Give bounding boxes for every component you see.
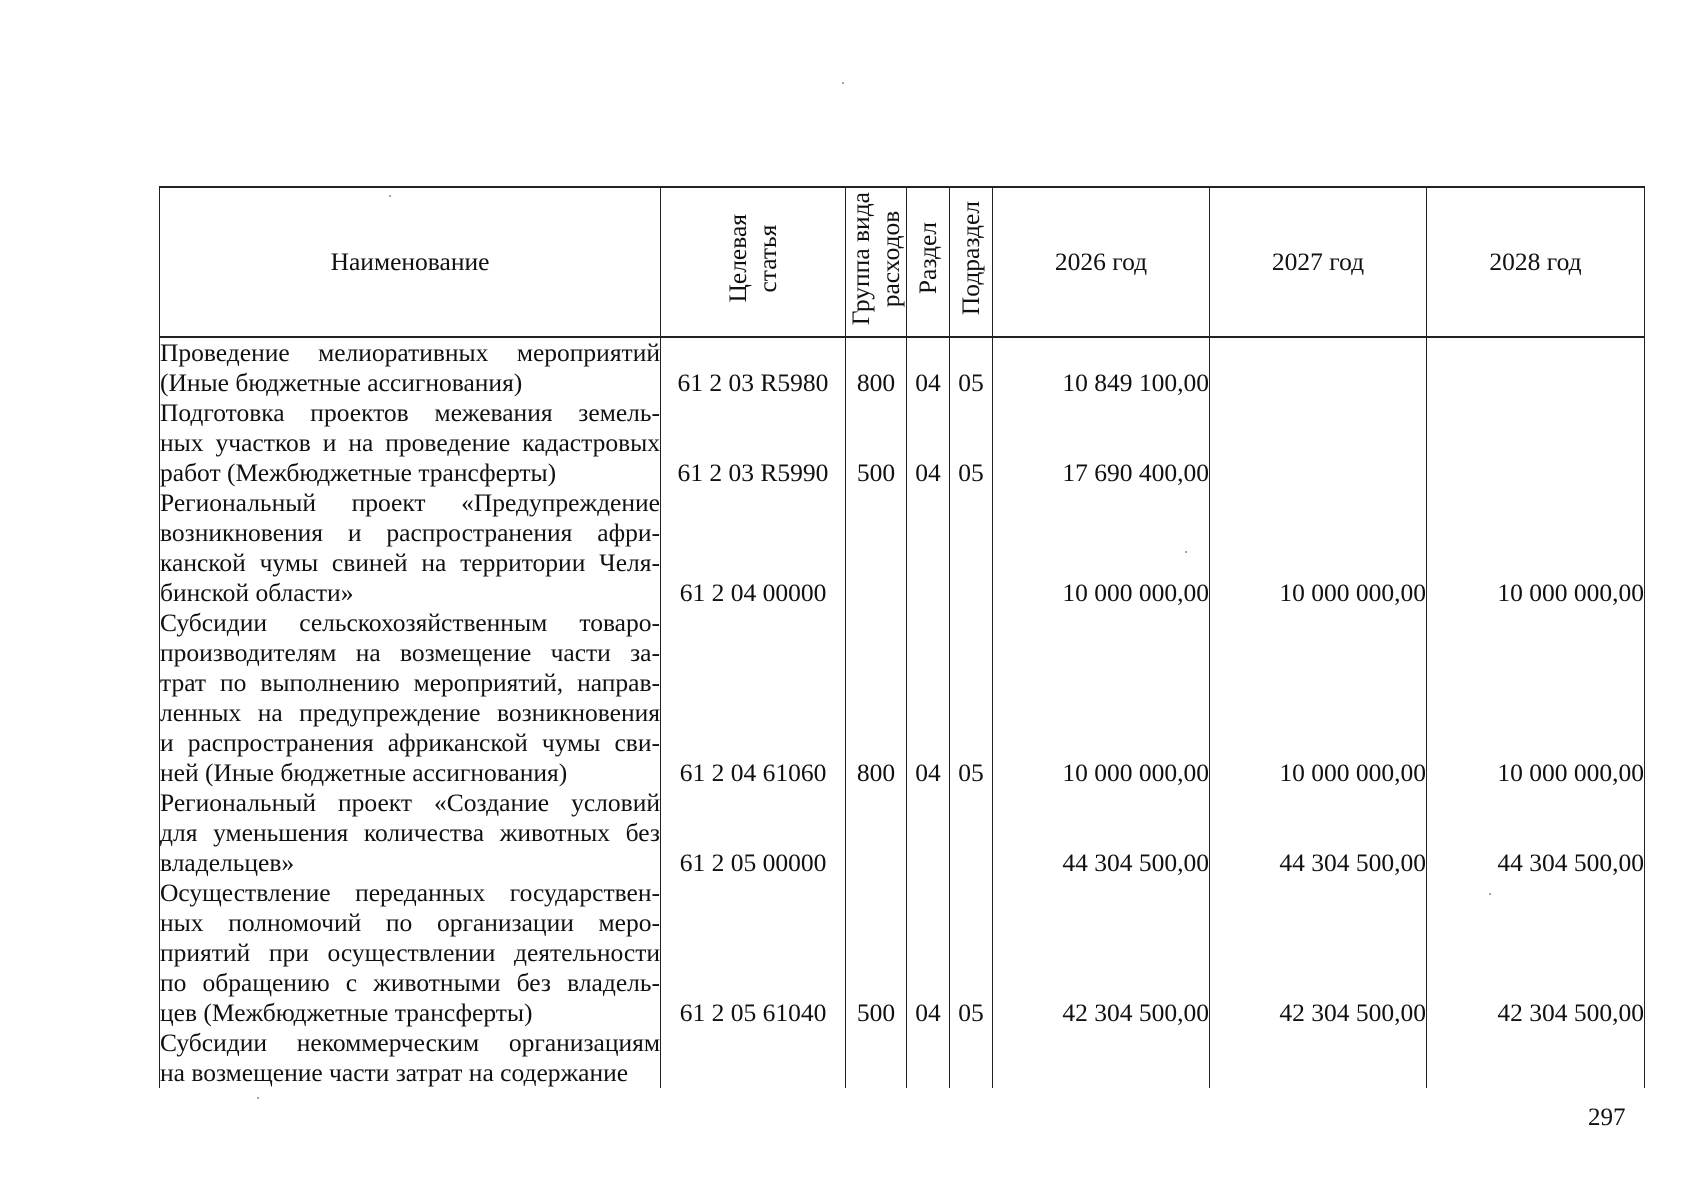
header-section: Раздел bbox=[907, 187, 950, 337]
name-line: Проведение мелиоративных мероприятий bbox=[160, 338, 660, 367]
cell-expense-group: 500 bbox=[846, 878, 907, 1028]
cell-subsection: 05 bbox=[950, 337, 993, 398]
cell-year-2027: 42 304 500,00 bbox=[1210, 878, 1427, 1028]
name-line: бинской области» bbox=[160, 578, 354, 607]
cell-year-2026: 10 000 000,00 bbox=[993, 488, 1210, 608]
cell-year-2026: 44 304 500,00 bbox=[993, 788, 1210, 878]
cell-target-article bbox=[661, 1028, 846, 1088]
cell-subsection bbox=[950, 488, 993, 608]
name-line: ных участков и на проведение кадастровых bbox=[160, 428, 660, 457]
name-line: владельцев» bbox=[160, 848, 295, 877]
cell-year-2027 bbox=[1210, 1028, 1427, 1088]
cell-year-2026: 42 304 500,00 bbox=[993, 878, 1210, 1028]
header-expense-group: Группа вида расходов bbox=[846, 187, 907, 337]
table-body bbox=[160, 337, 1645, 1088]
cell-year-2028: 10 000 000,00 bbox=[1427, 608, 1645, 788]
scan-speck bbox=[389, 195, 391, 197]
name-line: ных полномочий по организации меро- bbox=[160, 908, 660, 937]
cell-name bbox=[160, 788, 661, 878]
name-line: и распространения африканской чумы сви- bbox=[160, 728, 660, 757]
cell-year-2026: 10 849 100,00 bbox=[993, 337, 1210, 398]
cell-section: 04 bbox=[907, 608, 950, 788]
header-year-2028: 2028 год bbox=[1427, 187, 1645, 337]
cell-year-2027 bbox=[1210, 398, 1427, 488]
cell-year-2028 bbox=[1427, 1028, 1645, 1088]
cell-expense-group bbox=[846, 1028, 907, 1088]
scan-speck bbox=[1185, 551, 1187, 553]
header-year-2026: 2026 год bbox=[993, 187, 1210, 337]
table-row bbox=[160, 608, 1645, 788]
cell-subsection: 05 bbox=[950, 878, 993, 1028]
cell-subsection bbox=[950, 788, 993, 878]
cell-subsection: 05 bbox=[950, 398, 993, 488]
scan-speck bbox=[1489, 893, 1491, 895]
name-line: возникновения и распространения афри- bbox=[160, 518, 660, 547]
cell-target-article: 61 2 05 00000 bbox=[661, 788, 846, 878]
cell-year-2026: 10 000 000,00 bbox=[993, 608, 1210, 788]
name-line: Региональный проект «Предупреждение bbox=[160, 488, 660, 517]
table-row bbox=[160, 488, 1645, 608]
cell-year-2027: 10 000 000,00 bbox=[1210, 608, 1427, 788]
header-target-article: Целевая статья bbox=[661, 187, 846, 337]
cell-expense-group bbox=[846, 488, 907, 608]
cell-expense-group: 500 bbox=[846, 398, 907, 488]
name-line: для уменьшения количества животных без bbox=[160, 818, 660, 847]
table-row bbox=[160, 337, 1645, 398]
cell-year-2026: 17 690 400,00 bbox=[993, 398, 1210, 488]
name-line: канской чумы свиней на территории Челя- bbox=[160, 548, 660, 577]
cell-name bbox=[160, 398, 661, 488]
cell-year-2028: 42 304 500,00 bbox=[1427, 878, 1645, 1028]
cell-name bbox=[160, 608, 661, 788]
cell-subsection bbox=[950, 1028, 993, 1088]
table-header-row bbox=[160, 187, 1645, 337]
name-line: (Иные бюджетные ассигнования) bbox=[160, 368, 523, 397]
table-row bbox=[160, 398, 1645, 488]
name-line: по обращению с животными без владель- bbox=[160, 968, 660, 997]
cell-section bbox=[907, 1028, 950, 1088]
cell-section bbox=[907, 788, 950, 878]
header-subsection: Подраздел bbox=[950, 187, 993, 337]
name-line: работ (Межбюджетные трансферты) bbox=[160, 458, 557, 487]
name-line: Осуществление переданных государствен- bbox=[160, 878, 660, 907]
scan-speck bbox=[842, 82, 844, 84]
name-line: трат по выполнению мероприятий, направ- bbox=[160, 668, 660, 697]
name-line: Субсидии сельскохозяйственным товаро- bbox=[160, 608, 660, 637]
cell-subsection: 05 bbox=[950, 608, 993, 788]
header-name: Наименование bbox=[160, 187, 661, 337]
name-line: приятий при осуществлении деятельности bbox=[160, 938, 660, 967]
scan-speck bbox=[257, 1097, 259, 1099]
cell-year-2027 bbox=[1210, 337, 1427, 398]
cell-name bbox=[160, 337, 661, 398]
cell-year-2028 bbox=[1427, 337, 1645, 398]
name-line: на возмещение части затрат на содержание bbox=[160, 1058, 629, 1087]
cell-target-article: 61 2 03 R5990 bbox=[661, 398, 846, 488]
name-line: Подготовка проектов межевания земель- bbox=[160, 398, 660, 427]
name-line: ленных на предупреждение возникновения bbox=[160, 698, 660, 727]
cell-year-2028: 44 304 500,00 bbox=[1427, 788, 1645, 878]
name-line: Субсидии некоммерческим организациям bbox=[160, 1028, 660, 1057]
name-line: Региональный проект «Создание условий bbox=[160, 788, 660, 817]
cell-year-2027: 10 000 000,00 bbox=[1210, 488, 1427, 608]
cell-name bbox=[160, 878, 661, 1028]
cell-name bbox=[160, 488, 661, 608]
name-line: ней (Иные бюджетные ассигнования) bbox=[160, 758, 568, 787]
cell-target-article: 61 2 03 R5980 bbox=[661, 337, 846, 398]
header-year-2027: 2027 год bbox=[1210, 187, 1427, 337]
name-line: производителям на возмещение части за- bbox=[160, 638, 660, 667]
cell-year-2027: 44 304 500,00 bbox=[1210, 788, 1427, 878]
cell-target-article: 61 2 04 00000 bbox=[661, 488, 846, 608]
cell-expense-group bbox=[846, 788, 907, 878]
budget-table bbox=[159, 186, 1645, 1088]
cell-target-article: 61 2 05 61040 bbox=[661, 878, 846, 1028]
cell-name bbox=[160, 1028, 661, 1088]
cell-expense-group: 800 bbox=[846, 608, 907, 788]
cell-section: 04 bbox=[907, 398, 950, 488]
cell-section: 04 bbox=[907, 337, 950, 398]
cell-section bbox=[907, 488, 950, 608]
table-row bbox=[160, 878, 1645, 1028]
cell-year-2026 bbox=[993, 1028, 1210, 1088]
cell-section: 04 bbox=[907, 878, 950, 1028]
name-line: цев (Межбюджетные трансферты) bbox=[160, 998, 533, 1027]
cell-target-article: 61 2 04 61060 bbox=[661, 608, 846, 788]
cell-year-2028 bbox=[1427, 398, 1645, 488]
table-row bbox=[160, 1028, 1645, 1088]
cell-year-2028: 10 000 000,00 bbox=[1427, 488, 1645, 608]
cell-expense-group: 800 bbox=[846, 337, 907, 398]
table-row bbox=[160, 788, 1645, 878]
page-number: 297 bbox=[1588, 1104, 1626, 1131]
